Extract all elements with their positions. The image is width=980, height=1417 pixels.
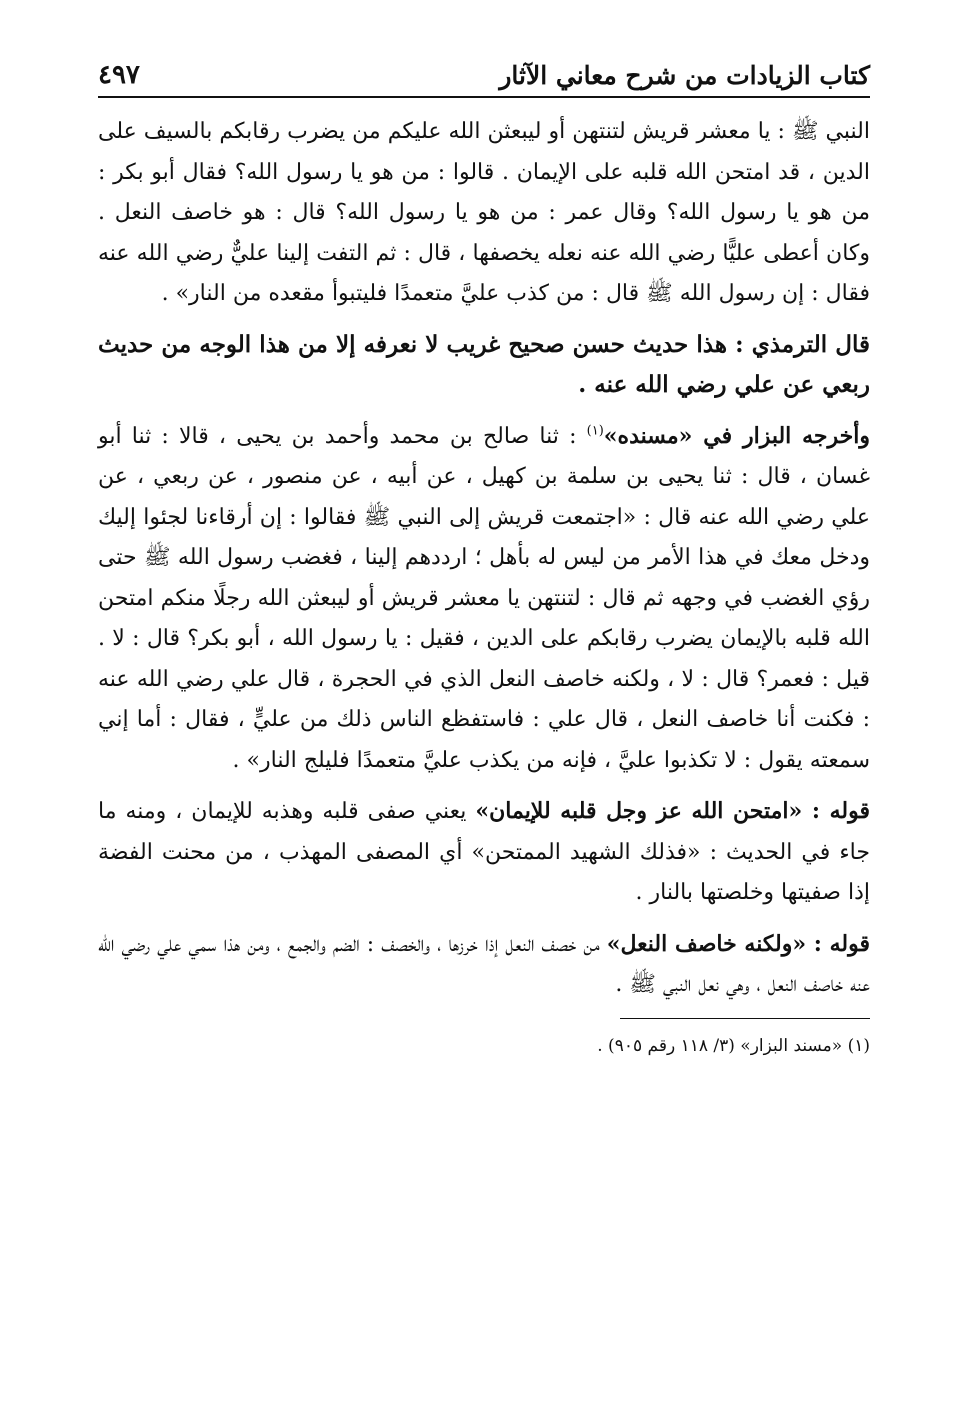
book-page (98, 40, 870, 1380)
footnote: (١) «مسند البزار» (٣/ ١١٨ رقم ٩٠٥) . (597, 1035, 870, 1056)
paragraph-tirmidhi-ruling: قال الترمذي : هذا حديث حسن صحيح غريب لا نعرفه إلا من هذا الوجه من حديث ربعي عن علي رضي الله عنه . (98, 330, 870, 398)
khasif-lead: قوله : «ولكنه خاصف النعل» (606, 930, 870, 957)
footnote-reference[interactable]: (١) (586, 423, 604, 439)
page-number: ٤٩٧ (98, 60, 140, 90)
footnote-divider (620, 1018, 870, 1019)
bazzar-text: : ثنا صالح بن محمد وأحمد بن يحيى ، قالا : ثنا أبو غسان ، قال : ثنا يحيى بن سلمة بن كهيل ، عن أبيه ، عن منصور ، عن ربعي ، عن علي رضي الله عنه قال : «اجتمعت قريش إلى النبي ﷺ فقالوا : إن أرقاءنا لجئوا إليك ودخل معك في هذا الأمر من ليس له بأهل ؛ ارددهم إلينا ، فغضب رسول الله ﷺ حتى رؤي الغضب في وجهه ثم قال : لتنتهن يا معشر قريش أو ليبعثن الله رجلًا منكم امتحن الله قلبه بالإيمان يضرب رقابكم على الدين ، فقيل : يا رسول الله ، أبو بكر؟ قال : لا . قيل : فعمر؟ قال : لا ، ولكنه خاصف النعل الذي في الحجرة ، قال علي رضي الله عنه : فكنت أنا خاصف النعل ، قال علي : فاستفظع الناس ذلك من عليٍّ ، فقال : أما إني سمعته يقول : لا تكذبوا عليَّ ، فإنه من يكذب عليَّ متعمدًا فليلج النار» . (98, 423, 870, 773)
paragraph-khasif-explanation (98, 924, 870, 1006)
running-title: كتاب الزيادات من شرح معاني الآثار (499, 61, 870, 90)
imtahana-text: يعني صفى قلبه وهذبه للإيمان ، ومنه ما جاء في الحديث : «فذلك الشهيد الممتحن» أي المصفى المهذب ، من محنت الفضة إذا صفيتها وخلصتها بالنار . (98, 799, 870, 905)
paragraph-bazzar-narration (98, 416, 870, 782)
paragraph-hadith-continuation: النبي ﷺ : يا معشر قريش لتنتهن أو ليبعثن الله عليكم من يضرب رقابكم بالسيف على الدين ، قد امتحن الله قلبه على الإيمان . قالوا : من هو يا رسول الله؟ فقال أبو بكر : من هو يا رسول الله؟ وقال عمر : من هو يا رسول الله؟ قال : هو خاصف النعل . وكان أعطى عليًّا رضي الله عنه نعله يخصفها ، قال : ثم التفت إلينا عليٌّ رضي الله عنه فقال : إن رسول الله ﷺ قال : من كذب عليَّ متعمدًا فليتبوأ مقعده من النار» . (98, 119, 870, 306)
paragraph-imtahana-explanation (98, 791, 870, 914)
page-header (98, 40, 870, 98)
imtahana-lead: قوله : «امتحن الله عز وجل قلبه للإيمان» (475, 798, 870, 824)
bazzar-lead: وأخرجه البزار في «مسنده» (603, 422, 870, 449)
khasif-text: من خصف النعل إذا خرزها ، والخصف : الضم والجمع ، ومن هذا سمي علي رضي الله عنه خاصف النعل ، وهي نعل النبي ﷺ . (98, 931, 870, 997)
page-body (98, 112, 870, 1059)
